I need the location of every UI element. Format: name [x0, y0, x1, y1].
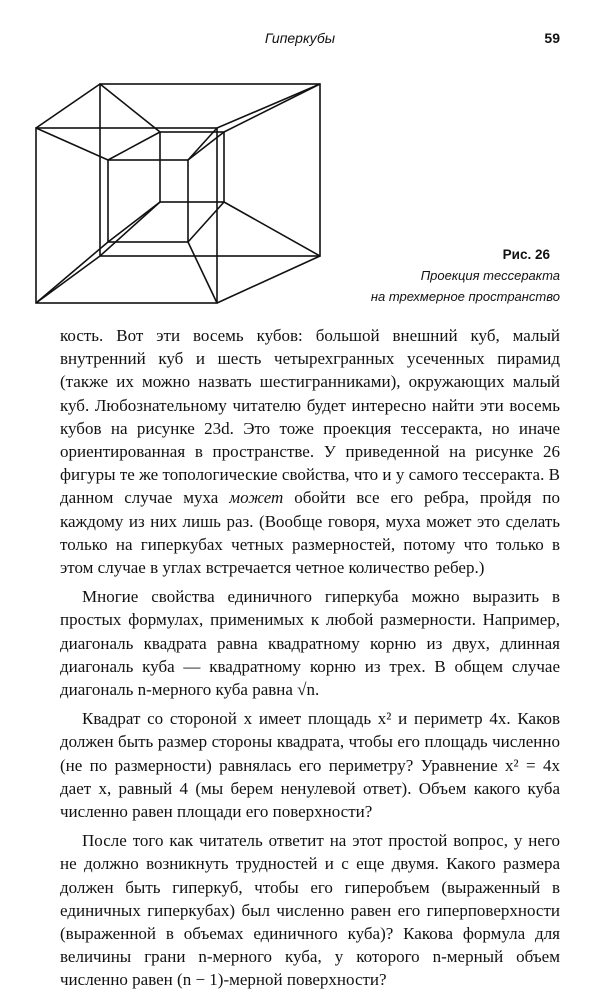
caption-line-2: на трехмерное пространство	[370, 289, 560, 304]
tesseract-figure	[30, 80, 330, 310]
inner-back-face	[160, 132, 224, 202]
paragraph-2: Многие свойства единичного гиперкуба можно выразить в простых формулах, применимых к любой размерности. Например, диагональ квадрата равна квадратному корню из двух, длинная диагональ куба — квадратному корню из трех. В общем случае диагональ n-мерного куба равна √n.	[60, 587, 560, 700]
caption-line-1: Проекция тессеракта	[420, 268, 560, 283]
paragraph-4: После того как читатель ответит на этот простой вопрос, у него не должно возникнуть трудностей и с еще двумя. Какого размера должен быть гиперкуб, чтобы его гиперобъем (выраженный в единичных гиперкубах) был численно равен его гиперповерхности (выраженной в объемах единичного куба)? Какова формула для величины грани n-мерного куба, у которого n-мерный объем численно равен (n − 1)-мерной поверхности?	[60, 831, 560, 990]
figure-label: Рис. 26	[502, 247, 550, 262]
paragraph-1: кость. Вот эти восемь кубов: большой внешний куб, малый внутренний куб и шесть четырехгранных усеченных пирамид (также их можно назвать шестигранниками), окружающих малый куб. Любознательному читателю будет интересно найти эти восемь кубов на рисунке 23d. Это тоже проекция тессеракта, но иначе ориентированная в пространстве. У приведенной на рисунке 26 фигуры те же топологические свойства, что и у самого тессеракта. В данном случае муха может обойти все его ребра, пройдя по каждому из них лишь раз. (Вообще говоря, муха может это сделать только на гиперкубах четных размерностей, потому что только в этом случае в углах встречается четное количество ребер.)	[60, 326, 560, 578]
page-number: 59	[544, 30, 560, 46]
figure-caption	[371, 244, 560, 307]
emphasis: может	[229, 488, 284, 508]
paragraph-3: Квадрат со стороной x имеет площадь x² и периметр 4x. Каков должен быть размер стороны квадрата, чтобы его площадь численно (не по размерности) равнялась его периметру? Уравнение x² = 4x дает x, равный 4 (мы берем ненулевой ответ). Объем какого куба численно равен площади его поверхности?	[60, 709, 560, 822]
inner-front-face	[108, 160, 188, 242]
running-header: Гиперкубы	[264, 30, 336, 46]
outer-front-face	[36, 128, 217, 303]
body-text	[60, 324, 560, 992]
